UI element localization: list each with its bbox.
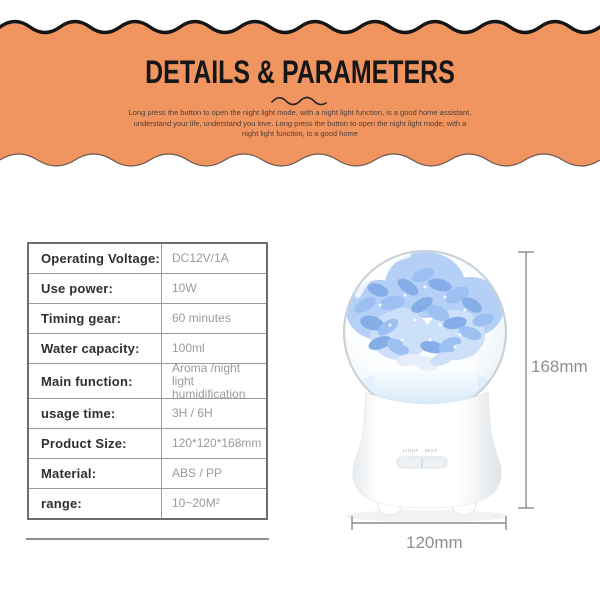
banner-fill <box>0 22 600 167</box>
spec-label: range: <box>29 489 162 518</box>
width-dimension-label: 120mm <box>406 533 463 552</box>
spec-label: usage time: <box>29 399 162 428</box>
spec-table <box>27 242 268 520</box>
product-illustration <box>320 235 600 565</box>
spec-value: 10~20M² <box>172 496 220 510</box>
table-row <box>29 488 266 518</box>
spec-value: 3H / 6H <box>172 406 213 420</box>
table-row <box>29 273 266 303</box>
height-dimension-label: 168mm <box>531 357 588 376</box>
ground-shadow <box>345 510 509 522</box>
device-base <box>353 392 502 508</box>
table-row <box>29 244 266 273</box>
spec-value: DC12V/1A <box>172 251 229 265</box>
spec-value: 120*120*168mm <box>172 436 262 450</box>
banner-description: Long press the button to open the night light mode, with a night light function, is a good home assistant, understand your life, understand you love. Long press the button to open the night light mode, with a night light function, is a good home <box>128 108 472 138</box>
spec-label: Material: <box>29 459 162 488</box>
spec-value: Aroma /night light humidification <box>172 360 246 401</box>
spec-label: Water capacity: <box>29 334 162 363</box>
table-row <box>29 428 266 458</box>
mist-button-label: MIST <box>425 448 438 453</box>
spec-label: Operating Voltage: <box>29 244 162 273</box>
table-row <box>29 303 266 333</box>
spec-value: 100ml <box>172 341 205 355</box>
table-underline <box>26 538 269 540</box>
spec-label: Use power: <box>29 274 162 303</box>
height-dimension <box>518 252 534 508</box>
table-row <box>29 458 266 488</box>
spec-value: 10W <box>172 281 197 295</box>
page-title: DETAILS & PARAMETERS <box>145 54 455 90</box>
spec-value: 60 minutes <box>172 311 231 325</box>
spec-label: Product Size: <box>29 429 162 458</box>
squiggle-divider-icon <box>270 95 330 107</box>
table-row <box>29 360 266 401</box>
table-row <box>29 398 266 428</box>
table-row <box>29 333 266 363</box>
light-button-label: LIGHT <box>403 448 419 453</box>
spec-value: ABS / PP <box>172 466 223 480</box>
spec-label: Main function: <box>29 364 162 398</box>
spec-label: Timing gear: <box>29 304 162 333</box>
